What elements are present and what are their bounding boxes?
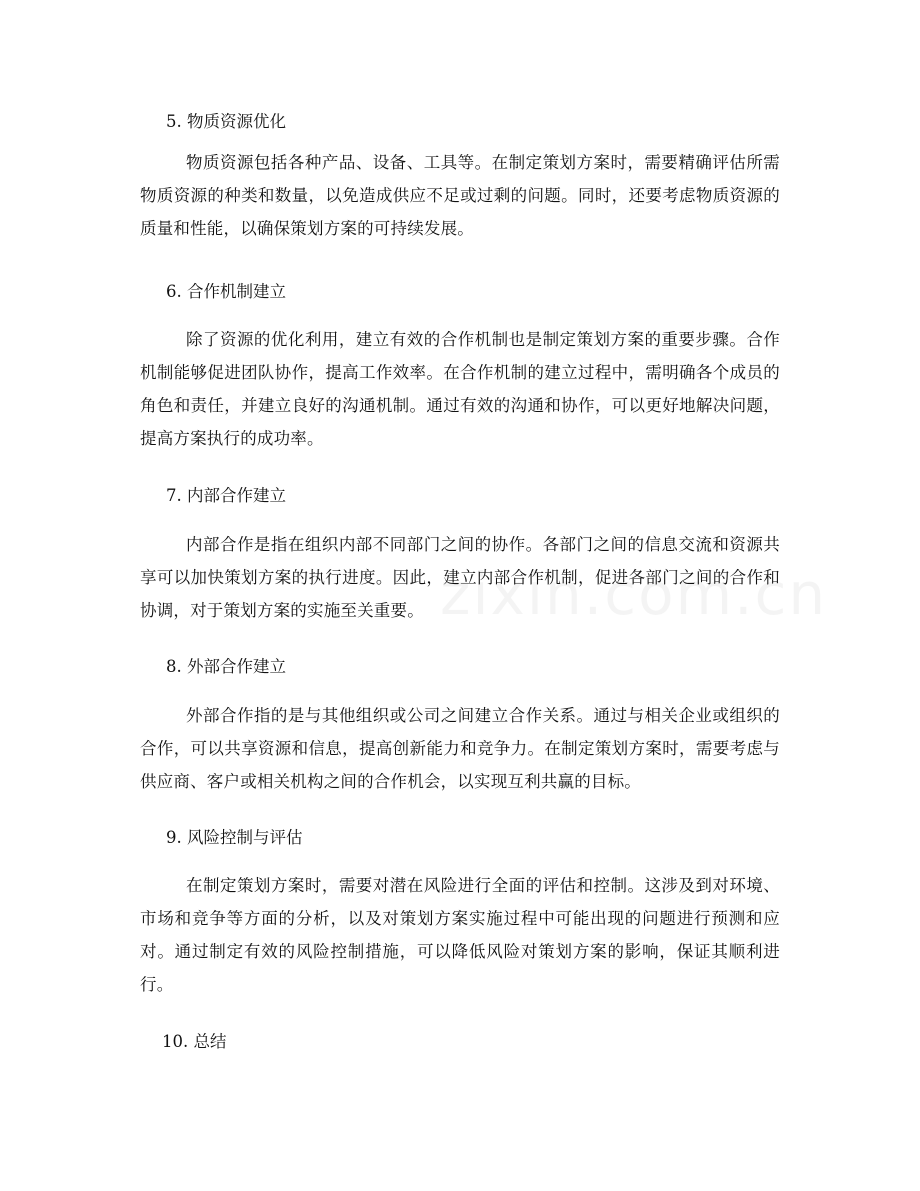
section-heading-9: 9. 风险控制与评估 xyxy=(166,828,303,847)
section-heading-5: 5. 物质资源优化 xyxy=(166,112,286,131)
section-heading-8: 8. 外部合作建立 xyxy=(166,657,286,676)
section-paragraph-9: 在制定策划方案时，需要对潜在风险进行全面的评估和控制。这涉及到对环境、市场和竞争等方面的分析，以及对策划方案实施过程中可能出现的问题进行预测和应对。通过制定有效的风险控制措施，可以降低风险对策划方案的影响，保证其顺利进行。 xyxy=(140,876,780,994)
section-heading-6: 6. 合作机制建立 xyxy=(166,282,286,301)
section-paragraph-6: 除了资源的优化利用，建立有效的合作机制也是制定策划方案的重要步骤。合作机制能够促进团队协作，提高工作效率。在合作机制的建立过程中，需明确各个成员的角色和责任，并建立良好的沟通机制。通过有效的沟通和协作，可以更好地解决问题，提高方案执行的成功率。 xyxy=(140,330,780,448)
section-paragraph-8: 外部合作指的是与其他组织或公司之间建立合作关系。通过与相关企业或组织的合作，可以共享资源和信息，提高创新能力和竞争力。在制定策划方案时，需要考虑与供应商、客户或相关机构之间的合作机会，以实现互利共赢的目标。 xyxy=(140,706,780,791)
section-heading-7: 7. 内部合作建立 xyxy=(166,486,286,505)
section-paragraph-5: 物质资源包括各种产品、设备、工具等。在制定策划方案时，需要精确评估所需物质资源的种类和数量，以免造成供应不足或过剩的问题。同时，还要考虑物质资源的质量和性能，以确保策划方案的可持续发展。 xyxy=(140,153,780,238)
section-heading-10: 10. 总结 xyxy=(162,1032,227,1051)
section-paragraph-7: 内部合作是指在组织内部不同部门之间的协作。各部门之间的信息交流和资源共享可以加快策划方案的执行进度。因此，建立内部合作机制，促进各部门之间的合作和协调，对于策划方案的实施至关重要。 xyxy=(140,535,780,620)
